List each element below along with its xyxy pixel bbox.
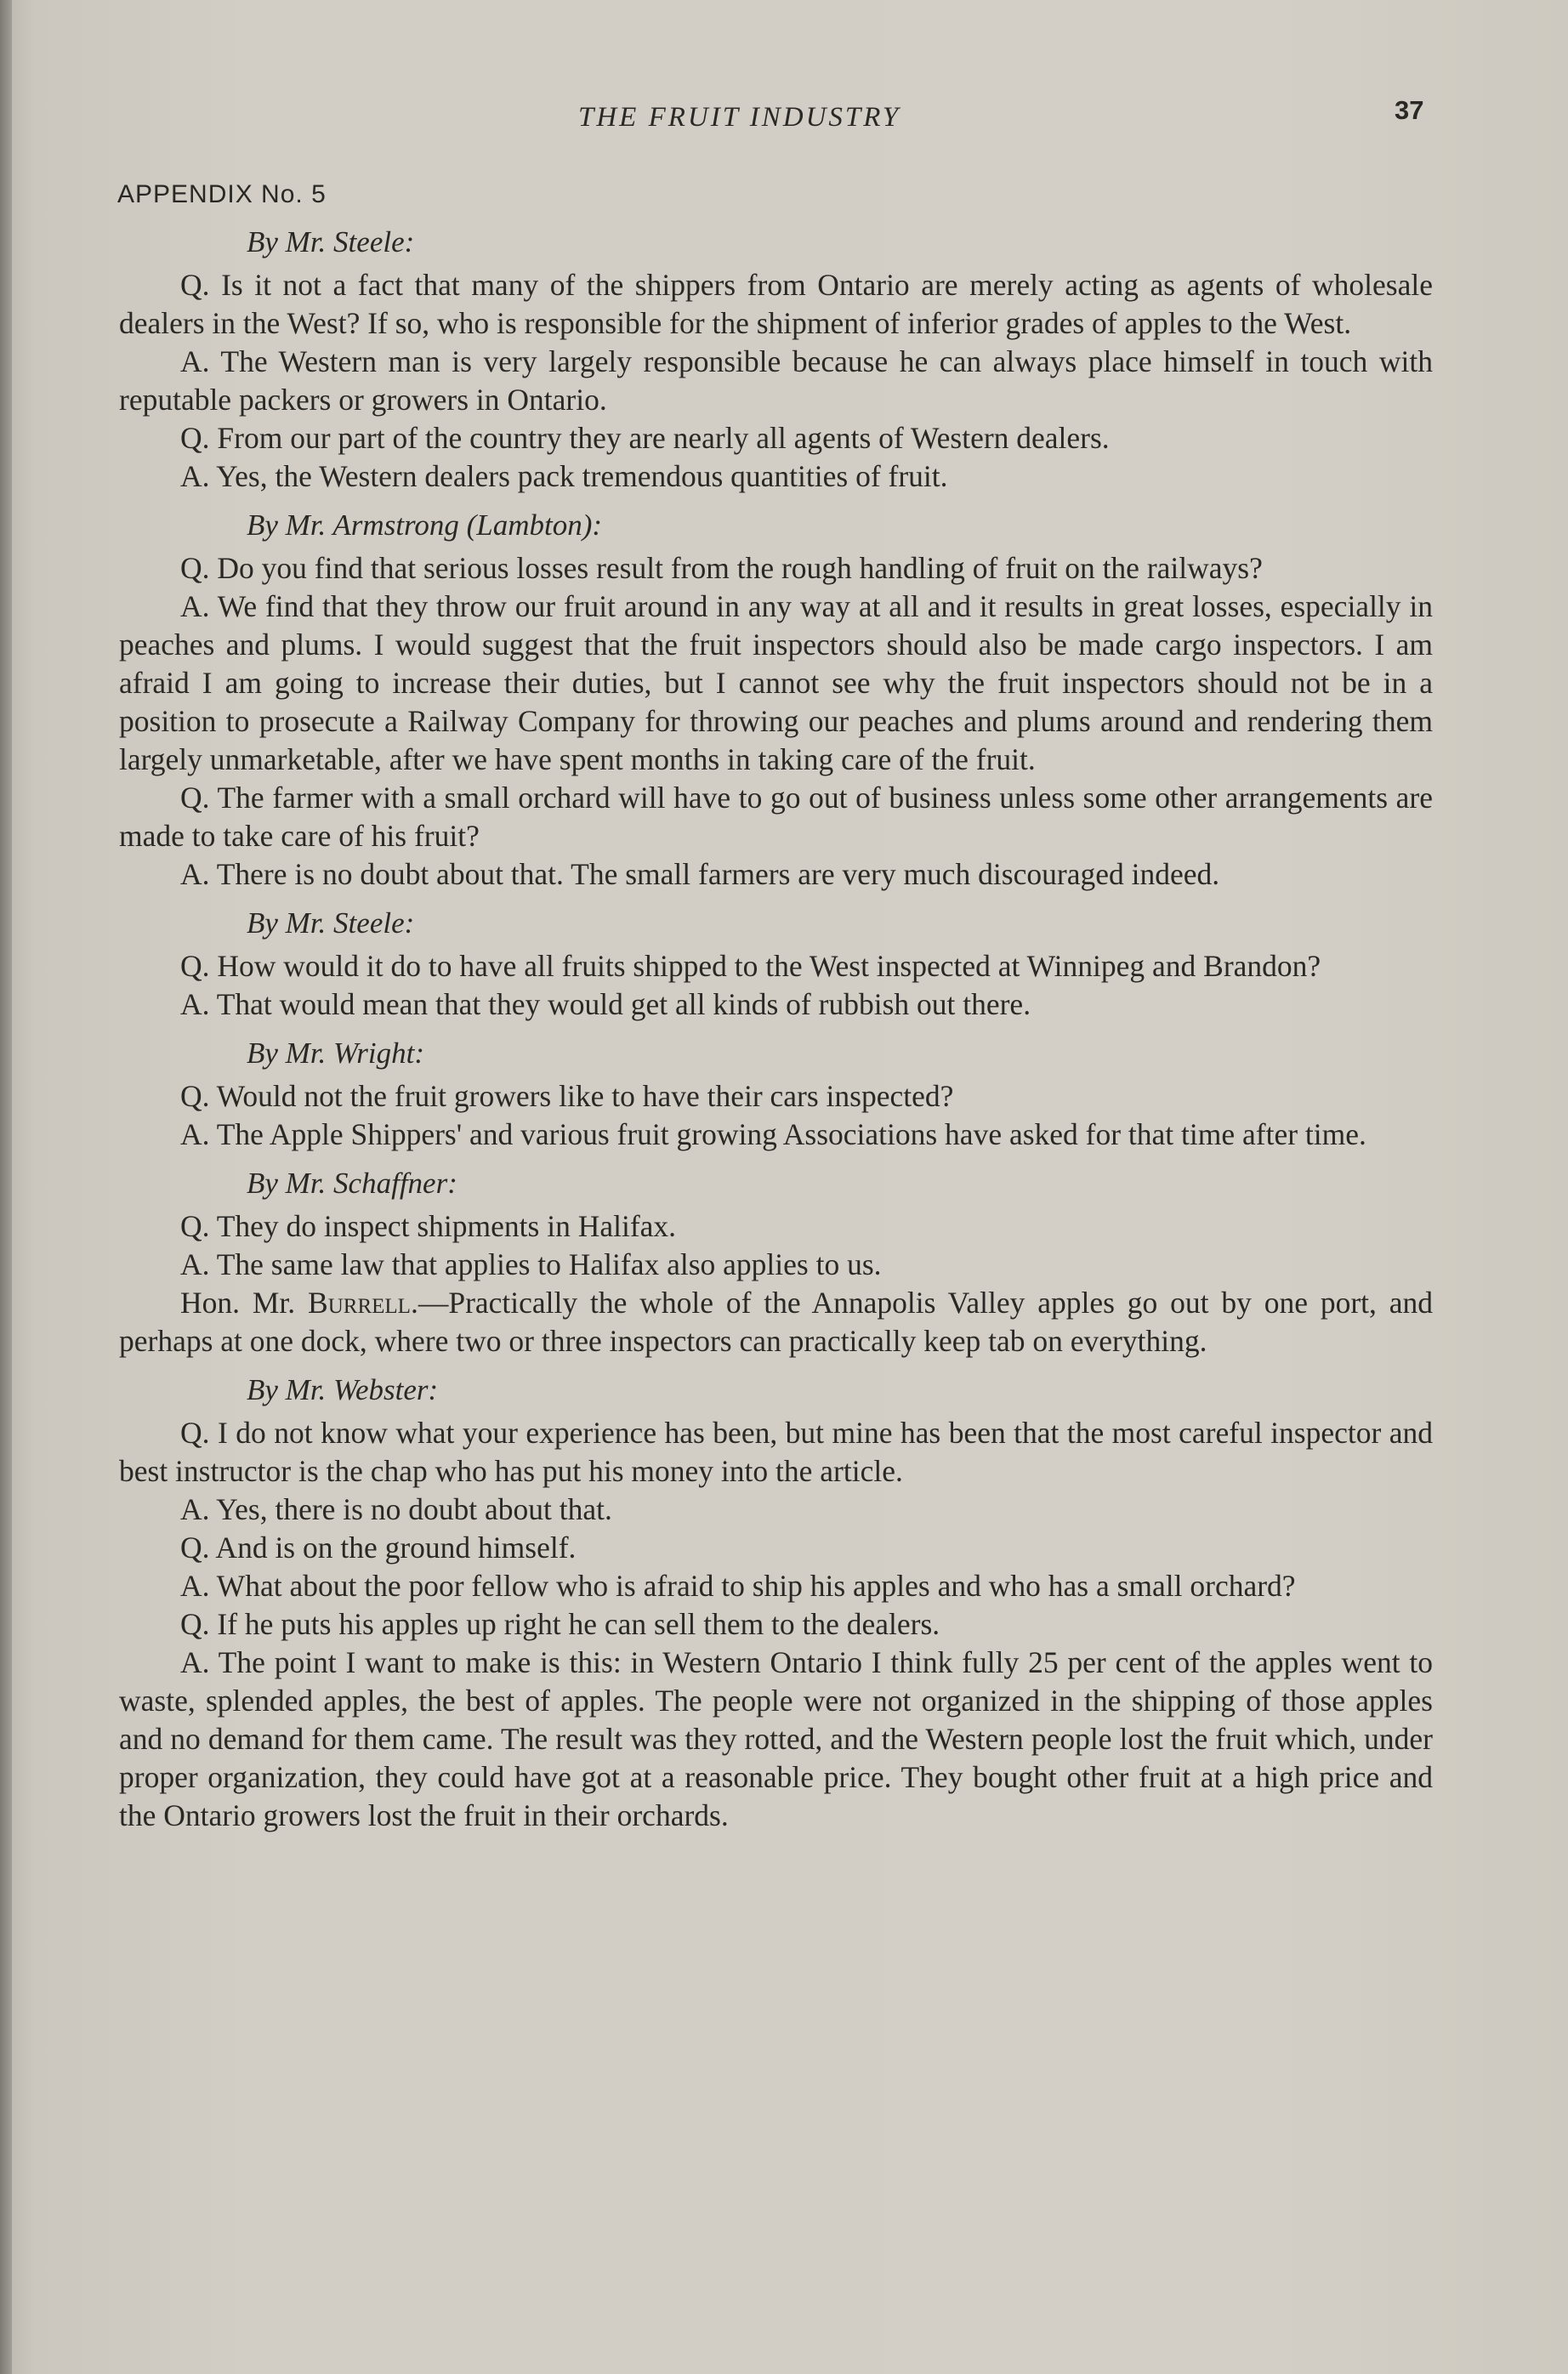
page-binding-edge <box>0 0 12 2374</box>
speaker-heading: By Mr. Webster: <box>247 1373 439 1406</box>
qa-paragraph: A. Yes, there is no doubt about that. <box>180 1492 612 1526</box>
qa-paragraph: A. The Western man is very largely responsible because he can always place himself in touch with reputable packers or growers in Ontario. <box>119 344 1433 417</box>
speaker-heading: By Mr. Armstrong (Lambton): <box>247 508 603 542</box>
qa-paragraph: Q. If he puts his apples up right he can sell them to the dealers. <box>180 1607 940 1641</box>
qa-paragraph: A. Yes, the Western dealers pack tremendous quantities of fruit. <box>180 459 948 493</box>
qa-paragraph: Q. How would it do to have all fruits shipped to the West inspected at Winnipeg and Brandon? <box>180 949 1321 983</box>
qa-paragraph: Q. And is on the ground himself. <box>180 1531 577 1565</box>
qa-paragraph: A. There is no doubt about that. The small farmers are very much discouraged indeed. <box>180 857 1220 891</box>
qa-paragraph: Q. They do inspect shipments in Halifax. <box>180 1209 677 1243</box>
page-number: 37 <box>1395 95 1424 125</box>
qa-paragraph: Q. I do not know what your experience has been, but mine has been that the most careful inspector and best instructor is the chap who has put his money into the article. <box>119 1416 1433 1488</box>
appendix-label: APPENDIX No. 5 <box>117 180 327 208</box>
qa-paragraph: A. We find that they throw our fruit around in any way at all and it results in great losses, especially in peaches and plums. I would suggest that the fruit inspectors should also be made cargo inspectors. I am afraid I am going to increase their duties, but I cannot see why the fruit inspectors should not be in a position to prosecute a Railway Company for throwing our peaches and plums around and rendering them largely unmarketable, after we have spent months in taking care of the fruit. <box>119 589 1433 776</box>
burrell-text: .—Practically the whole of the Annapolis Valley apples go out by one port, and perhaps at one dock, where two or three inspectors can practically keep tab on everything. <box>119 1286 1434 1358</box>
qa-paragraph: A. The point I want to make is this: in Western Ontario I think fully 25 per cent of the apples went to waste, splended apples, the best of apples. The people were not organized in the shipping of those apples and no demand for them came. The result was they rotted, and the Western people lost the fruit which, under proper organization, they could have got at a reasonable price. They bought other fruit at a high price and the Ontario growers lost the fruit in their orchards. <box>119 1645 1433 1832</box>
qa-paragraph: Q. Is it not a fact that many of the shippers from Ontario are merely acting as agents of wholesale dealers in the West? If so, who is responsible for the shipment of inferior grades of apples to the West. <box>119 268 1433 340</box>
speaker-heading: By Mr. Steele: <box>247 225 415 258</box>
burrell-name: Burrell <box>308 1286 411 1320</box>
qa-paragraph: Q. From our part of the country they are nearly all agents of Western dealers. <box>180 421 1110 455</box>
running-head: THE FRUIT INDUSTRY <box>578 102 901 133</box>
speaker-heading: By Mr. Steele: <box>247 906 415 940</box>
speaker-heading: By Mr. Wright: <box>247 1036 425 1070</box>
qa-paragraph: Q. Do you find that serious losses result from the rough handling of fruit on the railways? <box>180 551 1263 585</box>
qa-paragraph: A. That would mean that they would get all kinds of rubbish out there. <box>180 987 1031 1021</box>
qa-paragraph: A. The same law that applies to Halifax also applies to us. <box>180 1247 882 1281</box>
page-body <box>119 223 1433 1835</box>
qa-paragraph: Q. The farmer with a small orchard will have to go out of business unless some other arrangements are made to take care of his fruit? <box>119 781 1433 853</box>
speaker-heading: By Mr. Schaffner: <box>247 1167 457 1200</box>
burrell-statement <box>119 1284 1433 1360</box>
qa-paragraph: Q. Would not the fruit growers like to have their cars inspected? <box>180 1079 954 1113</box>
burrell-prefix: Hon. Mr. <box>180 1286 309 1320</box>
qa-paragraph: A. The Apple Shippers' and various fruit growing Associations have asked for that time after time. <box>180 1117 1366 1151</box>
qa-paragraph: A. What about the poor fellow who is afraid to ship his apples and who has a small orchard? <box>180 1569 1296 1603</box>
